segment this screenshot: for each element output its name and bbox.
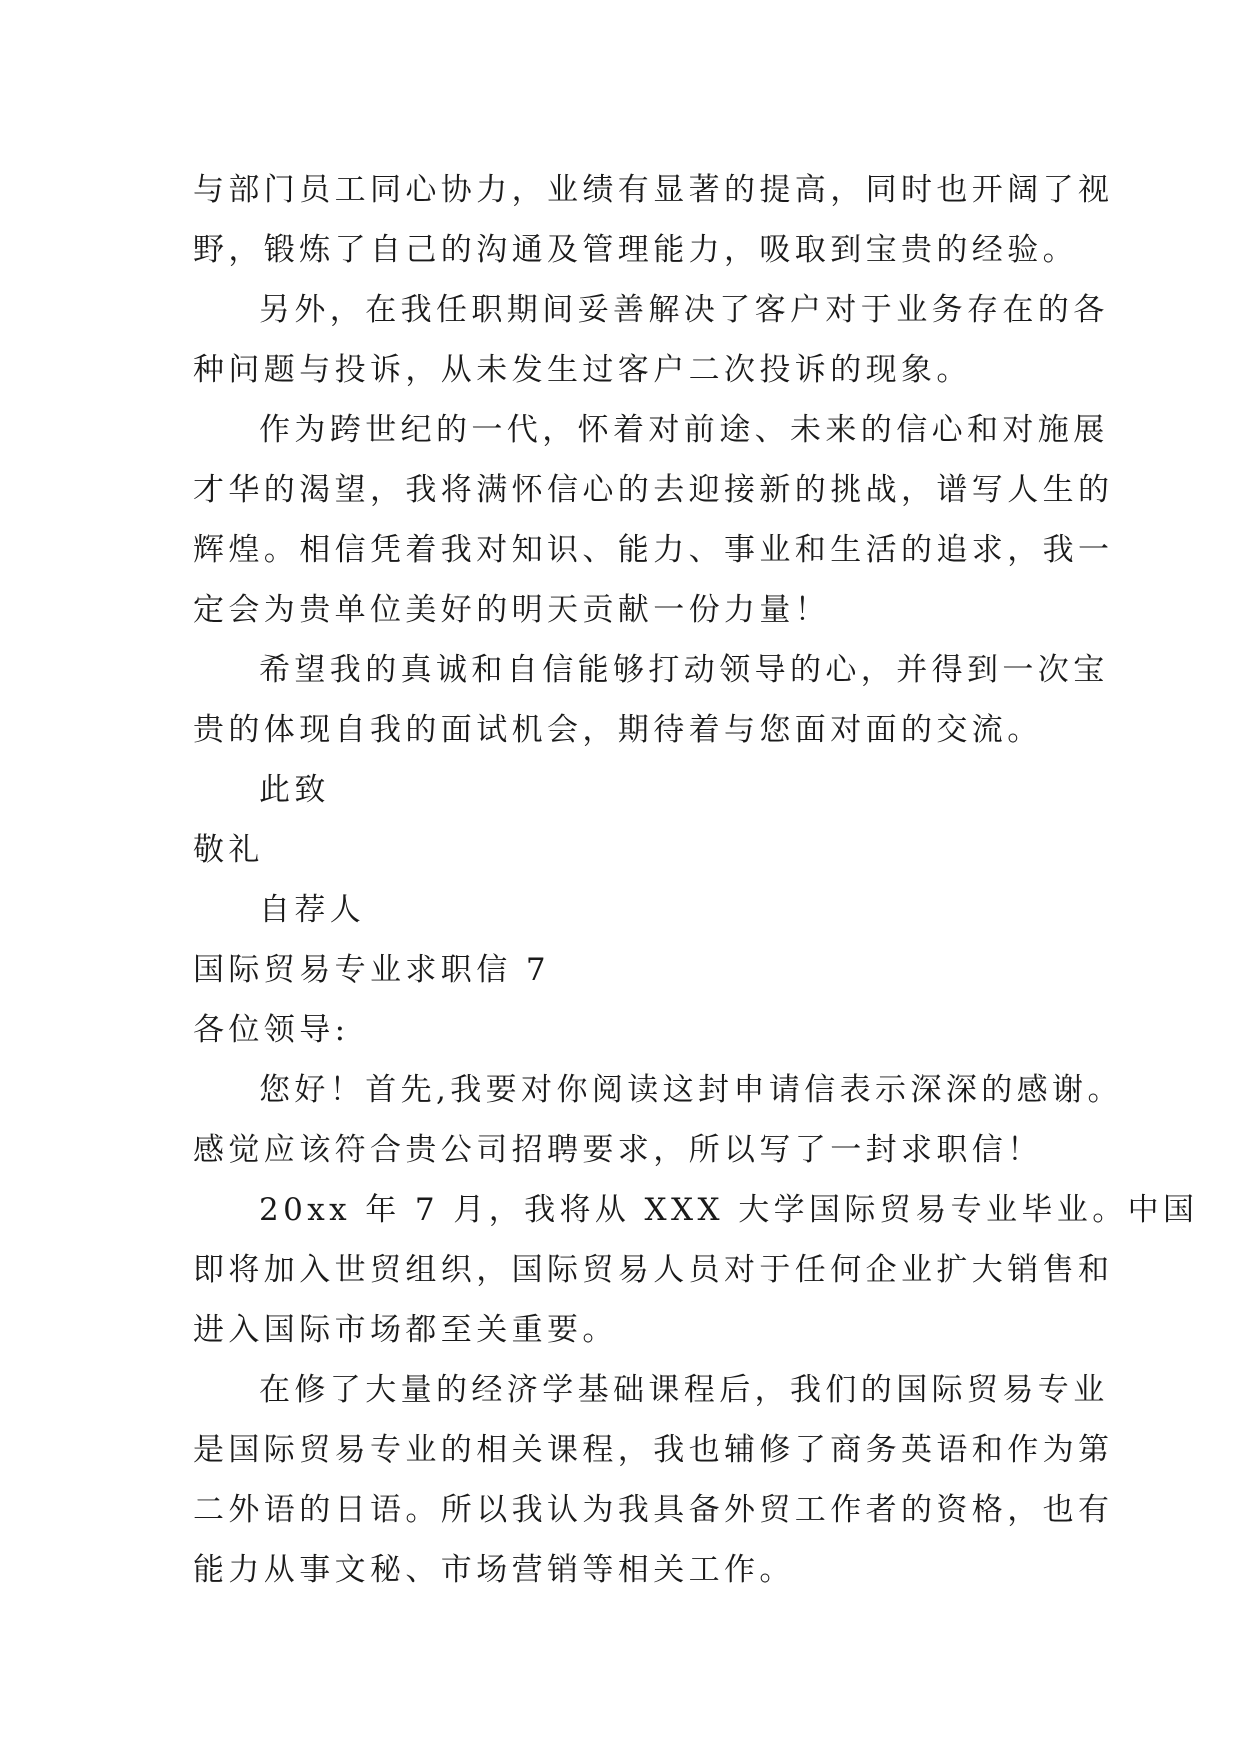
text-line: 另外，在我任职期间妥善解决了客户对于业务存在的各 xyxy=(259,292,1109,328)
text-line: 定会为贵单位美好的明天贡献一份力量！ xyxy=(193,592,831,628)
text-line: 种问题与投诉，从未发生过客户二次投诉的现象。 xyxy=(193,352,972,388)
text-line: 作为跨世纪的一代，怀着对前途、未来的信心和对施展 xyxy=(259,412,1109,448)
text-line: 在修了大量的经济学基础课程后，我们的国际贸易专业 xyxy=(259,1372,1109,1408)
text-line: 即将加入世贸组织，国际贸易人员对于任何企业扩大销售和 xyxy=(193,1252,1114,1288)
text-line: 辉煌。相信凭着我对知识、能力、事业和生活的追求，我一 xyxy=(193,532,1114,568)
closing-regards: 敬礼 xyxy=(193,832,264,868)
text-line: 进入国际市场都至关重要。 xyxy=(193,1312,618,1348)
text-line: 与部门员工同心协力，业绩有显著的提高，同时也开阔了视 xyxy=(193,172,1114,208)
text-line: 贵的体现自我的面试机会，期待着与您面对面的交流。 xyxy=(193,712,1043,748)
text-line: 希望我的真诚和自信能够打动领导的心，并得到一次宝 xyxy=(259,652,1109,688)
letter-body xyxy=(193,160,1199,1600)
text-line: 野，锻炼了自己的沟通及管理能力，吸取到宝贵的经验。 xyxy=(193,232,1078,268)
text-line: 二外语的日语。所以我认为我具备外贸工作者的资格，也有 xyxy=(193,1492,1114,1528)
text-line: 能力从事文秘、市场营销等相关工作。 xyxy=(193,1552,795,1588)
text-line: 感觉应该符合贵公司招聘要求，所以写了一封求职信！ xyxy=(193,1132,1043,1168)
text-line: 20xx 年 7 月，我将从 XXX 大学国际贸易专业毕业。中国 xyxy=(259,1192,1199,1228)
text-line: 是国际贸易专业的相关课程，我也辅修了商务英语和作为第 xyxy=(193,1432,1114,1468)
text-line: 才华的渴望，我将满怀信心的去迎接新的挑战，谱写人生的 xyxy=(193,472,1114,508)
greeting: 各位领导: xyxy=(193,1012,350,1048)
signature-label: 自荐人 xyxy=(259,892,366,928)
section-title: 国际贸易专业求职信 7 xyxy=(193,952,550,988)
text-line: 您好！首先,我要对你阅读这封申请信表示深深的感谢。 xyxy=(259,1072,1123,1108)
closing-salutation: 此致 xyxy=(259,772,330,808)
